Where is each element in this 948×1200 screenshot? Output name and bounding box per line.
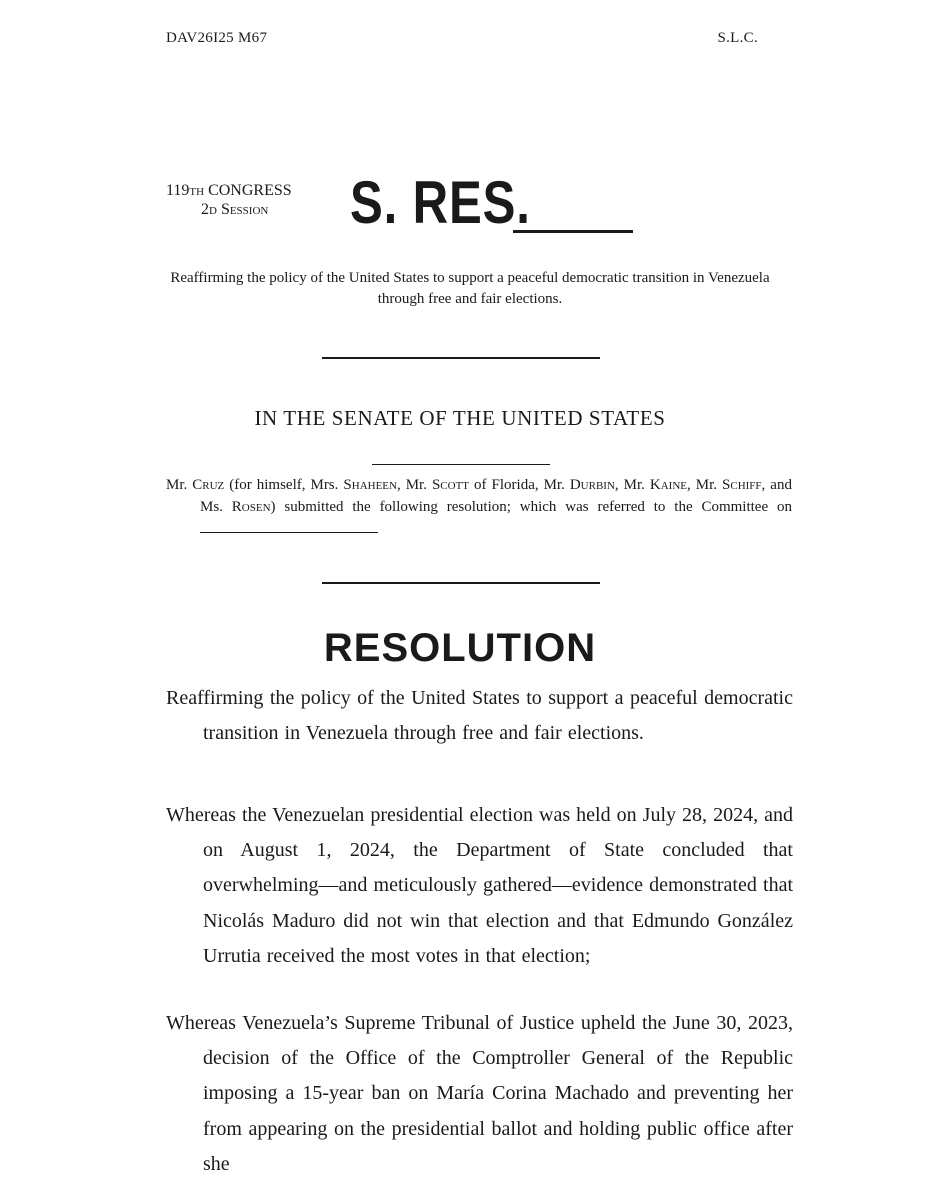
divider-short	[372, 464, 550, 465]
sponsor-name: Cruz	[192, 477, 225, 493]
session-word: d Session	[209, 201, 269, 218]
cosponsor-name: Durbin	[569, 477, 615, 493]
committee-blank	[200, 520, 378, 533]
bill-number-blank	[513, 230, 633, 233]
whereas-clause: Whereas Venezuela’s Supreme Tribunal of Justice upheld the June 30, 2023, decision of the Office of the Comptroller General of the Republic imposing a 15-year ban on María Corina Machado and preventing her from appearing on the presidential ballot and holding public office after she	[166, 1012, 793, 1175]
senate-heading: IN THE SENATE OF THE UNITED STATES	[254, 406, 666, 430]
intro-text: , and Ms.	[200, 477, 792, 515]
congress-line	[166, 181, 292, 200]
whereas-clause: Whereas the Venezuelan presidential election was held on July 28, 2024, and on August 1, 2024, the Department of State concluded that overwhelming—and meticulously gathered—evidence demonstrated that Nicolás Maduro did not win that election and that Edmundo González Urrutia received the most votes in that election;	[166, 804, 793, 967]
congress-number: 119	[166, 182, 190, 199]
congress-ordinal: th	[189, 182, 205, 199]
caption: Reaffirming the policy of the United States to support a peaceful democratic transition in Venezuela through free and fair elections.	[170, 270, 770, 307]
cosponsor-name: Shaheen	[343, 477, 397, 493]
intro-text: , Mr.	[687, 477, 723, 493]
session-number: 2	[201, 201, 209, 218]
intro-text: , Mr.	[396, 477, 432, 493]
cosponsor-name: Rosen	[231, 499, 271, 515]
congress-word: CONGRESS	[204, 182, 292, 199]
document-id: DAV26I25 M67	[166, 30, 268, 46]
cosponsor-name: Scott	[431, 477, 470, 493]
intro-text: of Florida, Mr.	[469, 477, 570, 493]
intro-text: (for himself, Mrs.	[224, 477, 344, 493]
session-line	[166, 200, 292, 219]
cosponsor-name: Kaine	[649, 477, 688, 493]
preamble-paragraph: Reaffirming the policy of the United States to support a peaceful democratic transition in Venezuela through free and fair elections.	[166, 687, 793, 745]
intro-text: ) submitted the following resolution; which was referred to the Committee on	[270, 499, 792, 515]
congress-session-block	[166, 181, 292, 219]
intro-text: Mr.	[166, 477, 193, 493]
divider	[322, 582, 600, 584]
sponsor-paragraph	[166, 474, 792, 540]
intro-text: , Mr.	[614, 477, 650, 493]
slc-label: S.L.C.	[717, 30, 758, 46]
resolution-heading: RESOLUTION	[323, 626, 597, 670]
divider	[322, 357, 600, 359]
cosponsor-name: Schiff	[722, 477, 762, 493]
bill-designation: S. RES.	[350, 169, 531, 236]
